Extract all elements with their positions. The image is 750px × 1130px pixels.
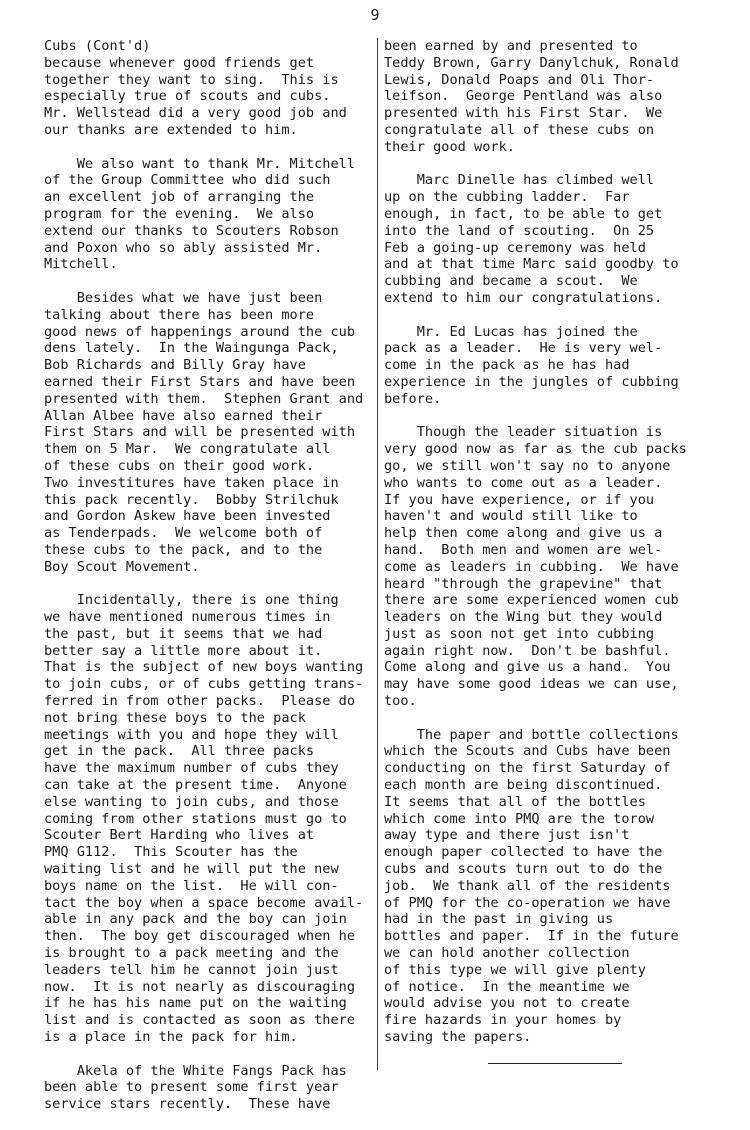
text-line: come in the pack as he has had	[384, 357, 630, 374]
text-line: an excellent job of arranging the	[44, 189, 315, 206]
text-line: into the land of scouting. On 25	[384, 222, 655, 239]
text-line: congratulate all of these cubs on	[384, 121, 655, 138]
text-line: and Gordon Askew have been invested	[44, 508, 331, 525]
text-line: then. The boy get discouraged when he	[44, 928, 355, 945]
text-line: of these cubs on their good work.	[44, 457, 315, 474]
text-line: which the Scouts and Cubs have been	[384, 743, 671, 760]
text-line: had in the past in giving us	[384, 911, 614, 928]
text-line: If you have experience, or if you	[384, 491, 655, 508]
text-line: just as soon not get into cubbing	[384, 625, 655, 642]
text-line: the past, but it seems that we had	[44, 625, 323, 642]
text-line: First Stars and will be presented with	[44, 424, 355, 441]
text-line: Feb a going-up ceremony was held	[384, 239, 646, 256]
text-line: Though the leader situation is	[384, 424, 663, 441]
text-line: Boy Scout Movement.	[44, 558, 200, 575]
text-line: ferred in from other packs. Please do	[44, 693, 355, 710]
text-line: if he has his name put on the waiting	[44, 995, 347, 1012]
text-line: their good work.	[384, 138, 515, 155]
text-line: It seems that all of the bottles	[384, 793, 646, 810]
text-line: our thanks are extended to him.	[44, 121, 298, 138]
text-line: program for the evening. We also	[44, 205, 315, 222]
text-line: PMQ G112. This Scouter has the	[44, 844, 298, 861]
text-line: Mr. Ed Lucas has joined the	[384, 323, 638, 340]
text-line: each month are being discontinued.	[384, 777, 663, 794]
left-column-paragraphs	[44, 55, 380, 1113]
text-line: leaders on the Wing but they would	[384, 609, 663, 626]
text-line: we have mentioned numerous times in	[44, 609, 331, 626]
text-line: is a place in the pack for him.	[44, 1029, 298, 1046]
text-line: Scouter Bert Harding who lives at	[44, 827, 315, 844]
text-line: especially true of scouts and cubs.	[44, 88, 331, 105]
text-line: service stars recently. These have	[44, 1096, 331, 1113]
text-line: talking about there has been more	[44, 306, 315, 323]
text-line: very good now as far as the cub packs	[384, 441, 687, 458]
page-number: 9	[370, 6, 380, 24]
right-column	[384, 38, 719, 1064]
text-line: tact the boy when a space become avail-	[44, 894, 364, 911]
paragraph	[44, 1063, 380, 1113]
text-line: cubs and scouts turn out to do the	[384, 861, 663, 878]
text-line: may have some good ideas we can use,	[384, 676, 679, 693]
text-line: Mitchell.	[44, 256, 118, 273]
text-line: now. It is not nearly as discouraging	[44, 978, 355, 995]
text-line: Two investitures have taken place in	[44, 474, 339, 491]
text-line: leaders tell him he cannot join just	[44, 961, 339, 978]
text-line: up on the cubbing ladder. Far	[384, 189, 630, 206]
text-line: meetings with you and hope they will	[44, 726, 339, 743]
text-line: Bob Richards and Billy Gray have	[44, 357, 306, 374]
text-line: Lewis, Donald Poaps and Oli Thor-	[384, 71, 655, 88]
text-line: together they want to sing. This is	[44, 71, 339, 88]
text-line: them on 5 Mar. We congratulate all	[44, 441, 331, 458]
text-line: Teddy Brown, Garry Danylchuk, Ronald	[384, 54, 679, 71]
text-line: away type and there just isn't	[384, 827, 630, 844]
text-line: cubbing and became a scout. We	[384, 273, 638, 290]
text-line: dens lately. In the Waingunga Pack,	[44, 340, 339, 357]
paragraph	[44, 156, 380, 274]
text-line: because whenever good friends get	[44, 54, 315, 71]
paragraph	[384, 727, 719, 1046]
text-line: have the maximum number of cubs they	[44, 760, 339, 777]
text-line: Come along and give us a hand. You	[384, 659, 671, 676]
text-line: good news of happenings around the cub	[44, 323, 355, 340]
text-line: these cubs to the pack, and to the	[44, 541, 323, 558]
text-line: haven't and would still like to	[384, 508, 638, 525]
text-line: pack as a leader. He is very wel-	[384, 340, 663, 357]
text-line: Allan Albee have also earned their	[44, 407, 323, 424]
text-line: presented with his First Star. We	[384, 105, 663, 122]
section-heading: Cubs (Cont'd)	[44, 38, 151, 54]
text-line: of the Group Committee who did such	[44, 172, 331, 189]
text-line: Akela of the White Fangs Pack has	[44, 1062, 347, 1079]
text-line: fire hazards in your homes by	[384, 1012, 622, 1029]
paragraph	[384, 172, 719, 306]
text-line: again right now. Don't be bashful.	[384, 642, 671, 659]
paragraph	[44, 290, 380, 576]
text-line: can take at the present time. Anyone	[44, 777, 347, 794]
text-line: leifson. George Pentland was also	[384, 88, 663, 105]
text-line: Incidentally, there is one thing	[44, 592, 339, 609]
text-line: who wants to come out as a leader.	[384, 474, 663, 491]
text-line: saving the papers.	[384, 1029, 532, 1046]
text-line: get in the pack. All three packs	[44, 743, 315, 760]
text-line: we can hold another collection	[384, 945, 630, 962]
text-line: come as leaders in cubbing. We have	[384, 558, 679, 575]
text-line: there are some experienced women cub	[384, 592, 679, 609]
text-line: else wanting to join cubs, and those	[44, 793, 339, 810]
text-line: and Poxon who so ably assisted Mr.	[44, 239, 323, 256]
text-line: earned their First Stars and have been	[44, 373, 355, 390]
text-line: boys name on the list. He will con-	[44, 877, 339, 894]
text-line: not bring these boys to the pack	[44, 709, 306, 726]
text-line: Mr. Wellstead did a very good job and	[44, 105, 347, 122]
text-line: job. We thank all of the residents	[384, 877, 671, 894]
text-line: been able to present some first year	[44, 1079, 339, 1096]
text-line: would advise you not to create	[384, 995, 630, 1012]
text-line: coming from other stations must go to	[44, 810, 347, 827]
end-rule	[488, 1063, 622, 1064]
text-line: is brought to a pack meeting and the	[44, 945, 339, 962]
text-line: Marc Dinelle has climbed well	[384, 172, 655, 189]
left-column	[44, 38, 380, 1130]
paragraph	[44, 55, 380, 139]
text-line: too.	[384, 693, 417, 710]
text-line: list and is contacted as soon as there	[44, 1012, 355, 1029]
text-line: before.	[384, 390, 442, 407]
text-line: help then come along and give us a	[384, 525, 663, 542]
text-line: of notice. In the meantime we	[384, 978, 630, 995]
text-line: to join cubs, or of cubs getting trans-	[44, 676, 364, 693]
text-line: enough, in fact, to be able to get	[384, 205, 663, 222]
text-line: Besides what we have just been	[44, 289, 323, 306]
text-line: of this type we will give plenty	[384, 961, 646, 978]
text-line: go, we still won't say no to anyone	[384, 457, 671, 474]
text-line: The paper and bottle collections	[384, 726, 679, 743]
text-line: experience in the jungles of cubbing	[384, 373, 679, 390]
text-line: which come into PMQ are the torow	[384, 810, 655, 827]
text-line: presented with them. Stephen Grant and	[44, 390, 364, 407]
column-divider	[377, 38, 378, 1070]
paragraph	[384, 38, 719, 156]
right-column-paragraphs	[384, 38, 719, 1046]
text-line: waiting list and he will put the new	[44, 861, 339, 878]
paragraph	[384, 324, 719, 408]
paragraph	[384, 424, 719, 710]
text-line: bottles and paper. If in the future	[384, 928, 679, 945]
text-line: this pack recently. Bobby Strilchuk	[44, 491, 339, 508]
text-line: and at that time Marc said goodby to	[384, 256, 679, 273]
text-line: That is the subject of new boys wanting	[44, 659, 364, 676]
text-line: heard "through the grapevine" that	[384, 575, 663, 592]
text-line: extend our thanks to Scouters Robson	[44, 222, 339, 239]
text-line: able in any pack and the boy can join	[44, 911, 347, 928]
text-line: better say a little more about it.	[44, 642, 323, 659]
paragraph	[44, 592, 380, 1046]
text-line: extend to him our congratulations.	[384, 289, 663, 306]
text-line: hand. Both men and women are wel-	[384, 541, 663, 558]
text-line: conducting on the first Saturday of	[384, 760, 671, 777]
text-line: enough paper collected to have the	[384, 844, 663, 861]
text-line: of PMQ for the co-operation we have	[384, 894, 671, 911]
text-line: as Tenderpads. We welcome both of	[44, 525, 323, 542]
text-line: We also want to thank Mr. Mitchell	[44, 155, 355, 172]
text-line: been earned by and presented to	[384, 38, 638, 54]
